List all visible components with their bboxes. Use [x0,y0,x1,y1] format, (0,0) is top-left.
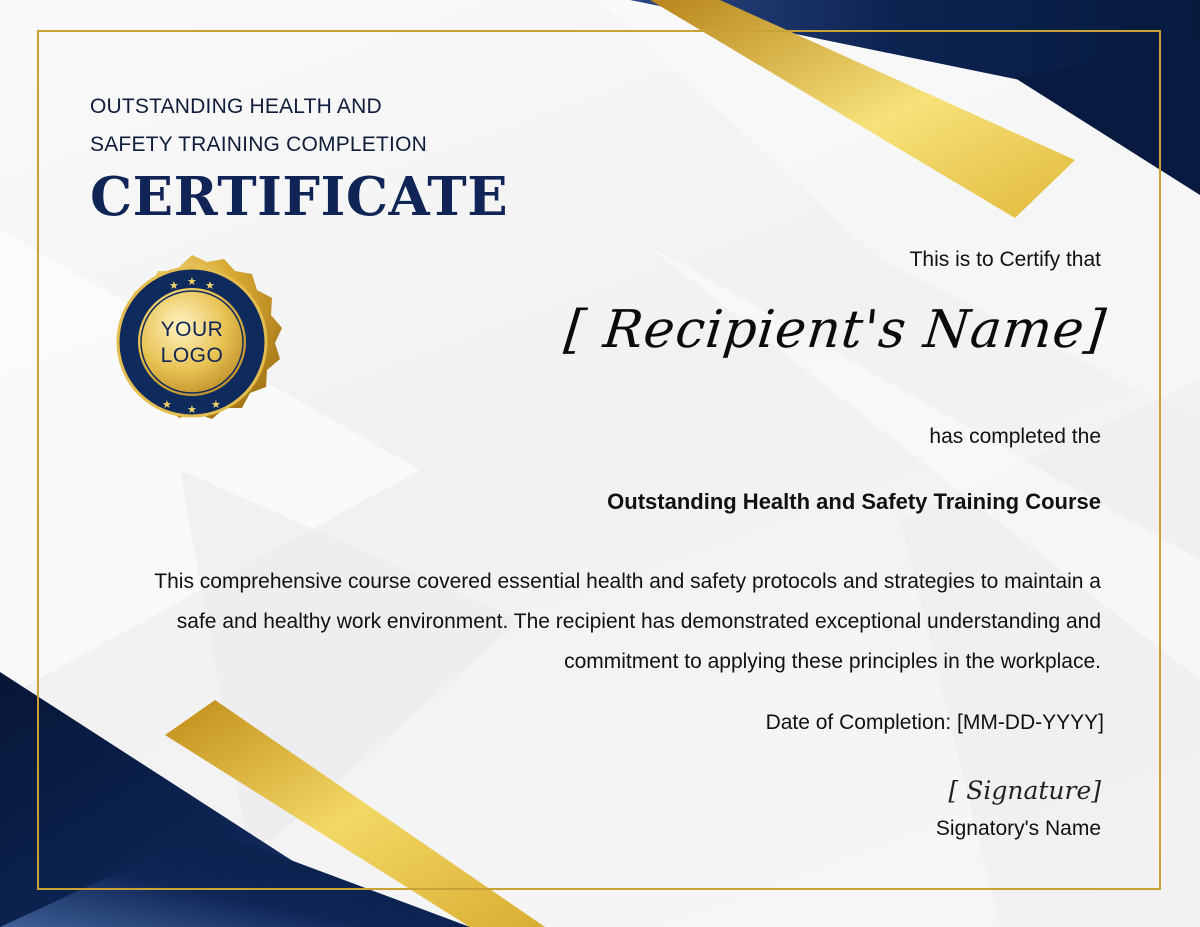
svg-text:★: ★ [187,403,197,416]
date-of-completion: Date of Completion: [MM-DD-YYYY] [765,711,1104,734]
signatory-name: Signatory's Name [935,817,1101,840]
certificate-subtitle [90,88,590,164]
certify-text: This is to Certify that [909,248,1101,271]
logo-line-1: YOUR [160,318,224,341]
svg-text:★: ★ [187,275,197,288]
svg-text:★: ★ [169,279,179,292]
signature: [ Signature] [948,776,1101,805]
svg-text:★: ★ [205,279,215,292]
logo-line-2: LOGO [160,344,224,367]
course-description: This comprehensive course covered essential health and safety protocols and strategies to maintain a safe and healthy work environment. The recipient has demonstrated exceptional understanding and commitment to applying these principles in the workplace. [154,570,1101,673]
completed-text: has completed the [929,425,1101,448]
recipient-name: [ Recipient's Name] [561,300,1110,360]
course-name: Outstanding Health and Safety Training Course [607,489,1101,514]
svg-text:★: ★ [211,398,221,411]
subtitle-line-1: OUTSTANDING HEALTH AND [90,95,382,118]
logo-placeholder [133,317,251,369]
svg-text:★: ★ [162,398,172,411]
certificate-title: CERTIFICATE [90,166,509,228]
subtitle-line-2: SAFETY TRAINING COMPLETION [90,133,427,156]
